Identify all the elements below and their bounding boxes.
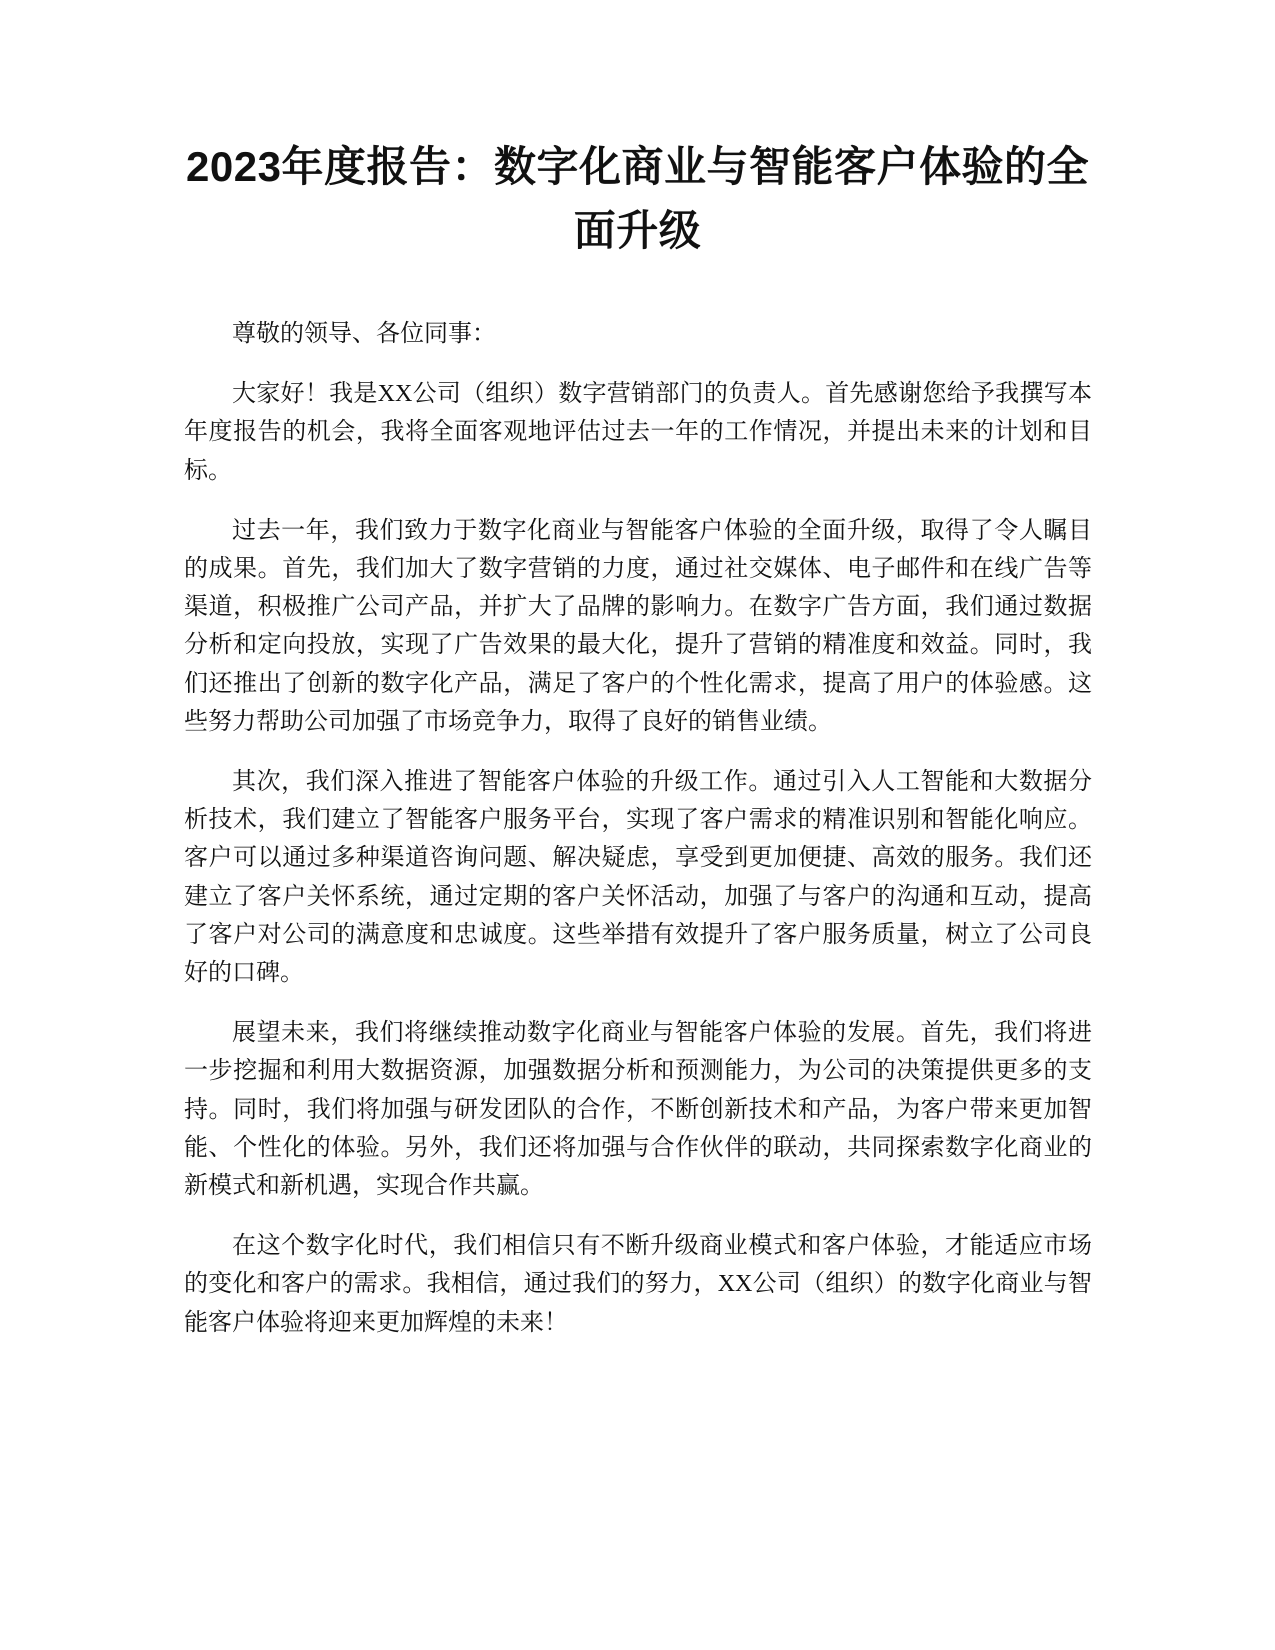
paragraph-5: 在这个数字化时代，我们相信只有不断升级商业模式和客户体验，才能适应市场的变化和客户的需求。我相信，通过我们的努力，XX公司（组织）的数字化商业与智能客户体验将迎来更加辉煌的未来！ (184, 1233, 1092, 1336)
paragraph-3: 其次，我们深入推进了智能客户体验的升级工作。通过引入人工智能和大数据分析技术，我们建立了智能客户服务平台，实现了客户需求的精准识别和智能化响应。客户可以通过多种渠道咨询问题、解决疑虑，享受到更加便捷、高效的服务。我们还建立了客户关怀系统，通过定期的客户关怀活动，加强了与客户的沟通和互动，提高了客户对公司的满意度和忠诚度。这些举措有效提升了客户服务质量，树立了公司良好的口碑。 (184, 769, 1092, 987)
paragraph-2: 过去一年，我们致力于数字化商业与智能客户体验的全面升级，取得了令人瞩目的成果。首先，我们加大了数字营销的力度，通过社交媒体、电子邮件和在线广告等渠道，积极推广公司产品，并扩大了品牌的影响力。在数字广告方面，我们通过数据分析和定向投放，实现了广告效果的最大化，提升了营销的精准度和效益。同时，我们还推出了创新的数字化产品，满足了客户的个性化需求，提高了用户的体验感。这些努力帮助公司加强了市场竞争力，取得了良好的销售业绩。 (184, 517, 1092, 735)
document-title: 2023年度报告：数字化商业与智能客户体验的全面升级 (186, 143, 1089, 254)
paragraph-4: 展望未来，我们将继续推动数字化商业与智能客户体验的发展。首先，我们将进一步挖掘和利用大数据资源，加强数据分析和预测能力，为公司的决策提供更多的支持。同时，我们将加强与研发团队的合作，不断创新技术和产品，为客户带来更加智能、个性化的体验。另外，我们还将加强与合作伙伴的联动，共同探索数字化商业的新模式和新机遇，实现合作共赢。 (184, 1020, 1092, 1200)
document-body (184, 315, 1092, 1364)
paragraph-1: 大家好！我是XX公司（组织）数字营销部门的负责人。首先感谢您给予我撰写本年度报告的机会，我将全面客观地评估过去一年的工作情况，并提出未来的计划和目标。 (184, 381, 1092, 484)
salutation: 尊敬的领导、各位同事： (232, 321, 496, 347)
